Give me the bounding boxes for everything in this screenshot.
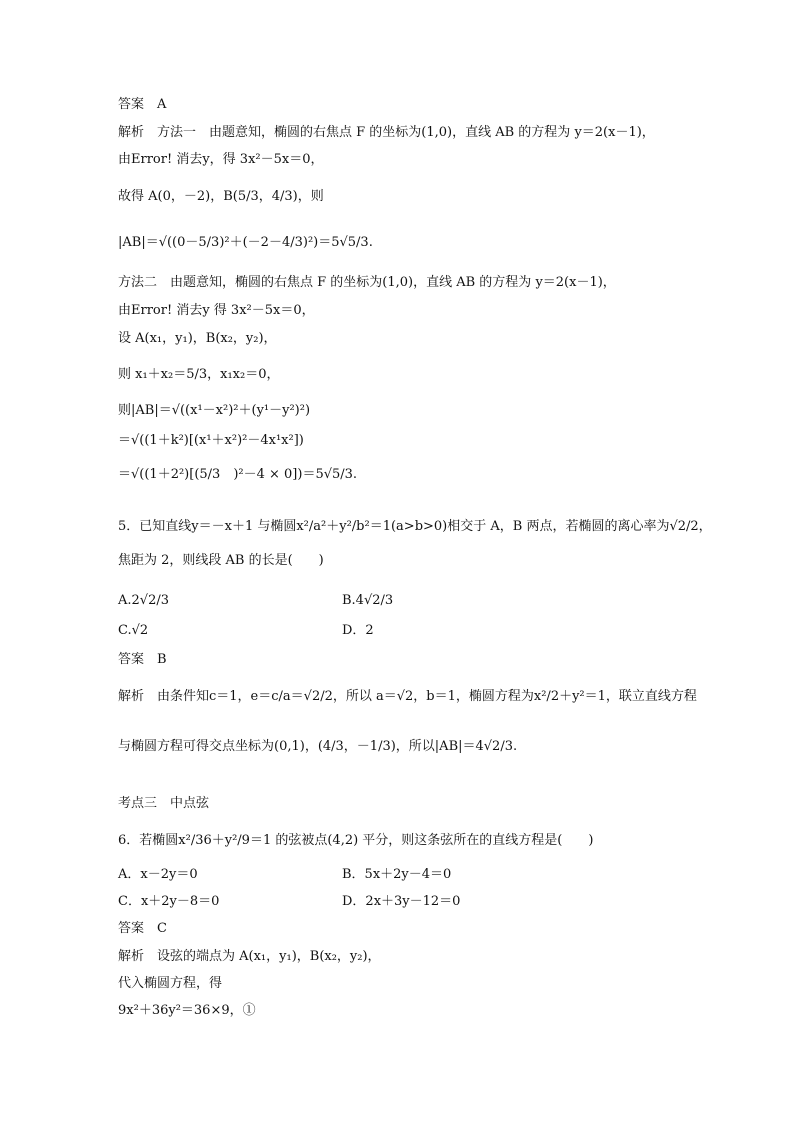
solution-6-line1: 解析 设弦的端点为 A(x₁，y₁)，B(x₂，y₂)， xyxy=(118,949,381,964)
question-5-option-b: B.4√2/3 xyxy=(342,593,394,608)
question-6-option-a: A．x－2y＝0 xyxy=(118,867,198,882)
question-6-stem: 6．若椭圆x²/36＋y²/9＝1 的弦被点(4,2) 平分，则这条弦所在的直线方程是( ) xyxy=(118,833,594,848)
question-5-option-a: A.2√2/3 xyxy=(118,593,169,608)
solution-formula3-line: ＝√((1＋2²)[(5/3 )²－4 × 0])＝5√5/3. xyxy=(118,467,358,482)
solution-eliminate2-line: 由Error! 消去y 得 3x²－5x＝0， xyxy=(118,303,315,318)
solution-formula2-line: ＝√((1＋k²)[(x¹＋x²)²－4x¹x²]) xyxy=(118,433,304,448)
solution-method1-line: 解析 方法一 由题意知，椭圆的右焦点 F 的坐标为(1,0)，直线 AB 的方程为 y＝2(x－1)， xyxy=(118,125,655,140)
solution-points-line: 故得 A(0，－2)，B(5/3，4/3)，则 xyxy=(118,189,324,204)
question-6-option-d: D．2x＋3y－12＝0 xyxy=(342,894,461,909)
section-heading-midpoint-chord: 考点三 中点弦 xyxy=(118,796,210,811)
question-5-stem-cont: 焦距为 2，则线段 AB 的长是( ) xyxy=(118,553,324,568)
solution-formula1-line: 则|AB|＝√((x¹－x²)²＋(y¹－y²)²) xyxy=(118,403,311,418)
solution-6-line2: 代入椭圆方程，得 xyxy=(118,976,223,991)
solution-vieta-line: 则 x₁＋x₂＝5/3，x₁x₂＝0， xyxy=(118,367,280,382)
solution-method2-line: 方法二 由题意知，椭圆的右焦点 F 的坐标为(1,0)，直线 AB 的方程为 y＝2(x－1)， xyxy=(118,275,616,290)
question-5-stem: 5．已知直线y＝－x＋1 与椭圆x²/a²＋y²/b²＝1(a>b>0)相交于 A，B 两点，若椭圆的离心率为√2/2， xyxy=(118,519,712,534)
solution-5-line1: 解析 由条件知c＝1，e＝c/a＝√2/2，所以 a＝√2，b＝1，椭圆方程为x²/2＋y²＝1，联立直线方程 xyxy=(118,689,697,704)
answer-line-5: 答案 B xyxy=(118,652,167,667)
solution-5-line2: 与椭圆方程可得交点坐标为(0,1)，(4/3，－1/3)，所以|AB|＝4√2/3. xyxy=(118,739,518,754)
answer-line-4: 答案 A xyxy=(118,97,167,112)
solution-eliminate-line: 由Error! 消去y，得 3x²－5x＝0， xyxy=(118,152,324,167)
answer-line-6: 答案 C xyxy=(118,921,167,936)
question-6-option-b: B．5x＋2y－4＝0 xyxy=(342,867,452,882)
solution-set-points-line: 设 A(x₁，y₁)，B(x₂，y₂)， xyxy=(118,331,277,346)
solution-6-line3: 9x²＋36y²＝36×9，① xyxy=(118,1003,256,1018)
question-5-option-c: C.√2 xyxy=(118,623,149,638)
question-5-option-d: D．2 xyxy=(342,623,374,638)
solution-distance-line: |AB|＝√((0－5/3)²＋(－2－4/3)²)＝5√5/3. xyxy=(118,235,373,250)
question-6-option-c: C．x＋2y－8＝0 xyxy=(118,894,220,909)
